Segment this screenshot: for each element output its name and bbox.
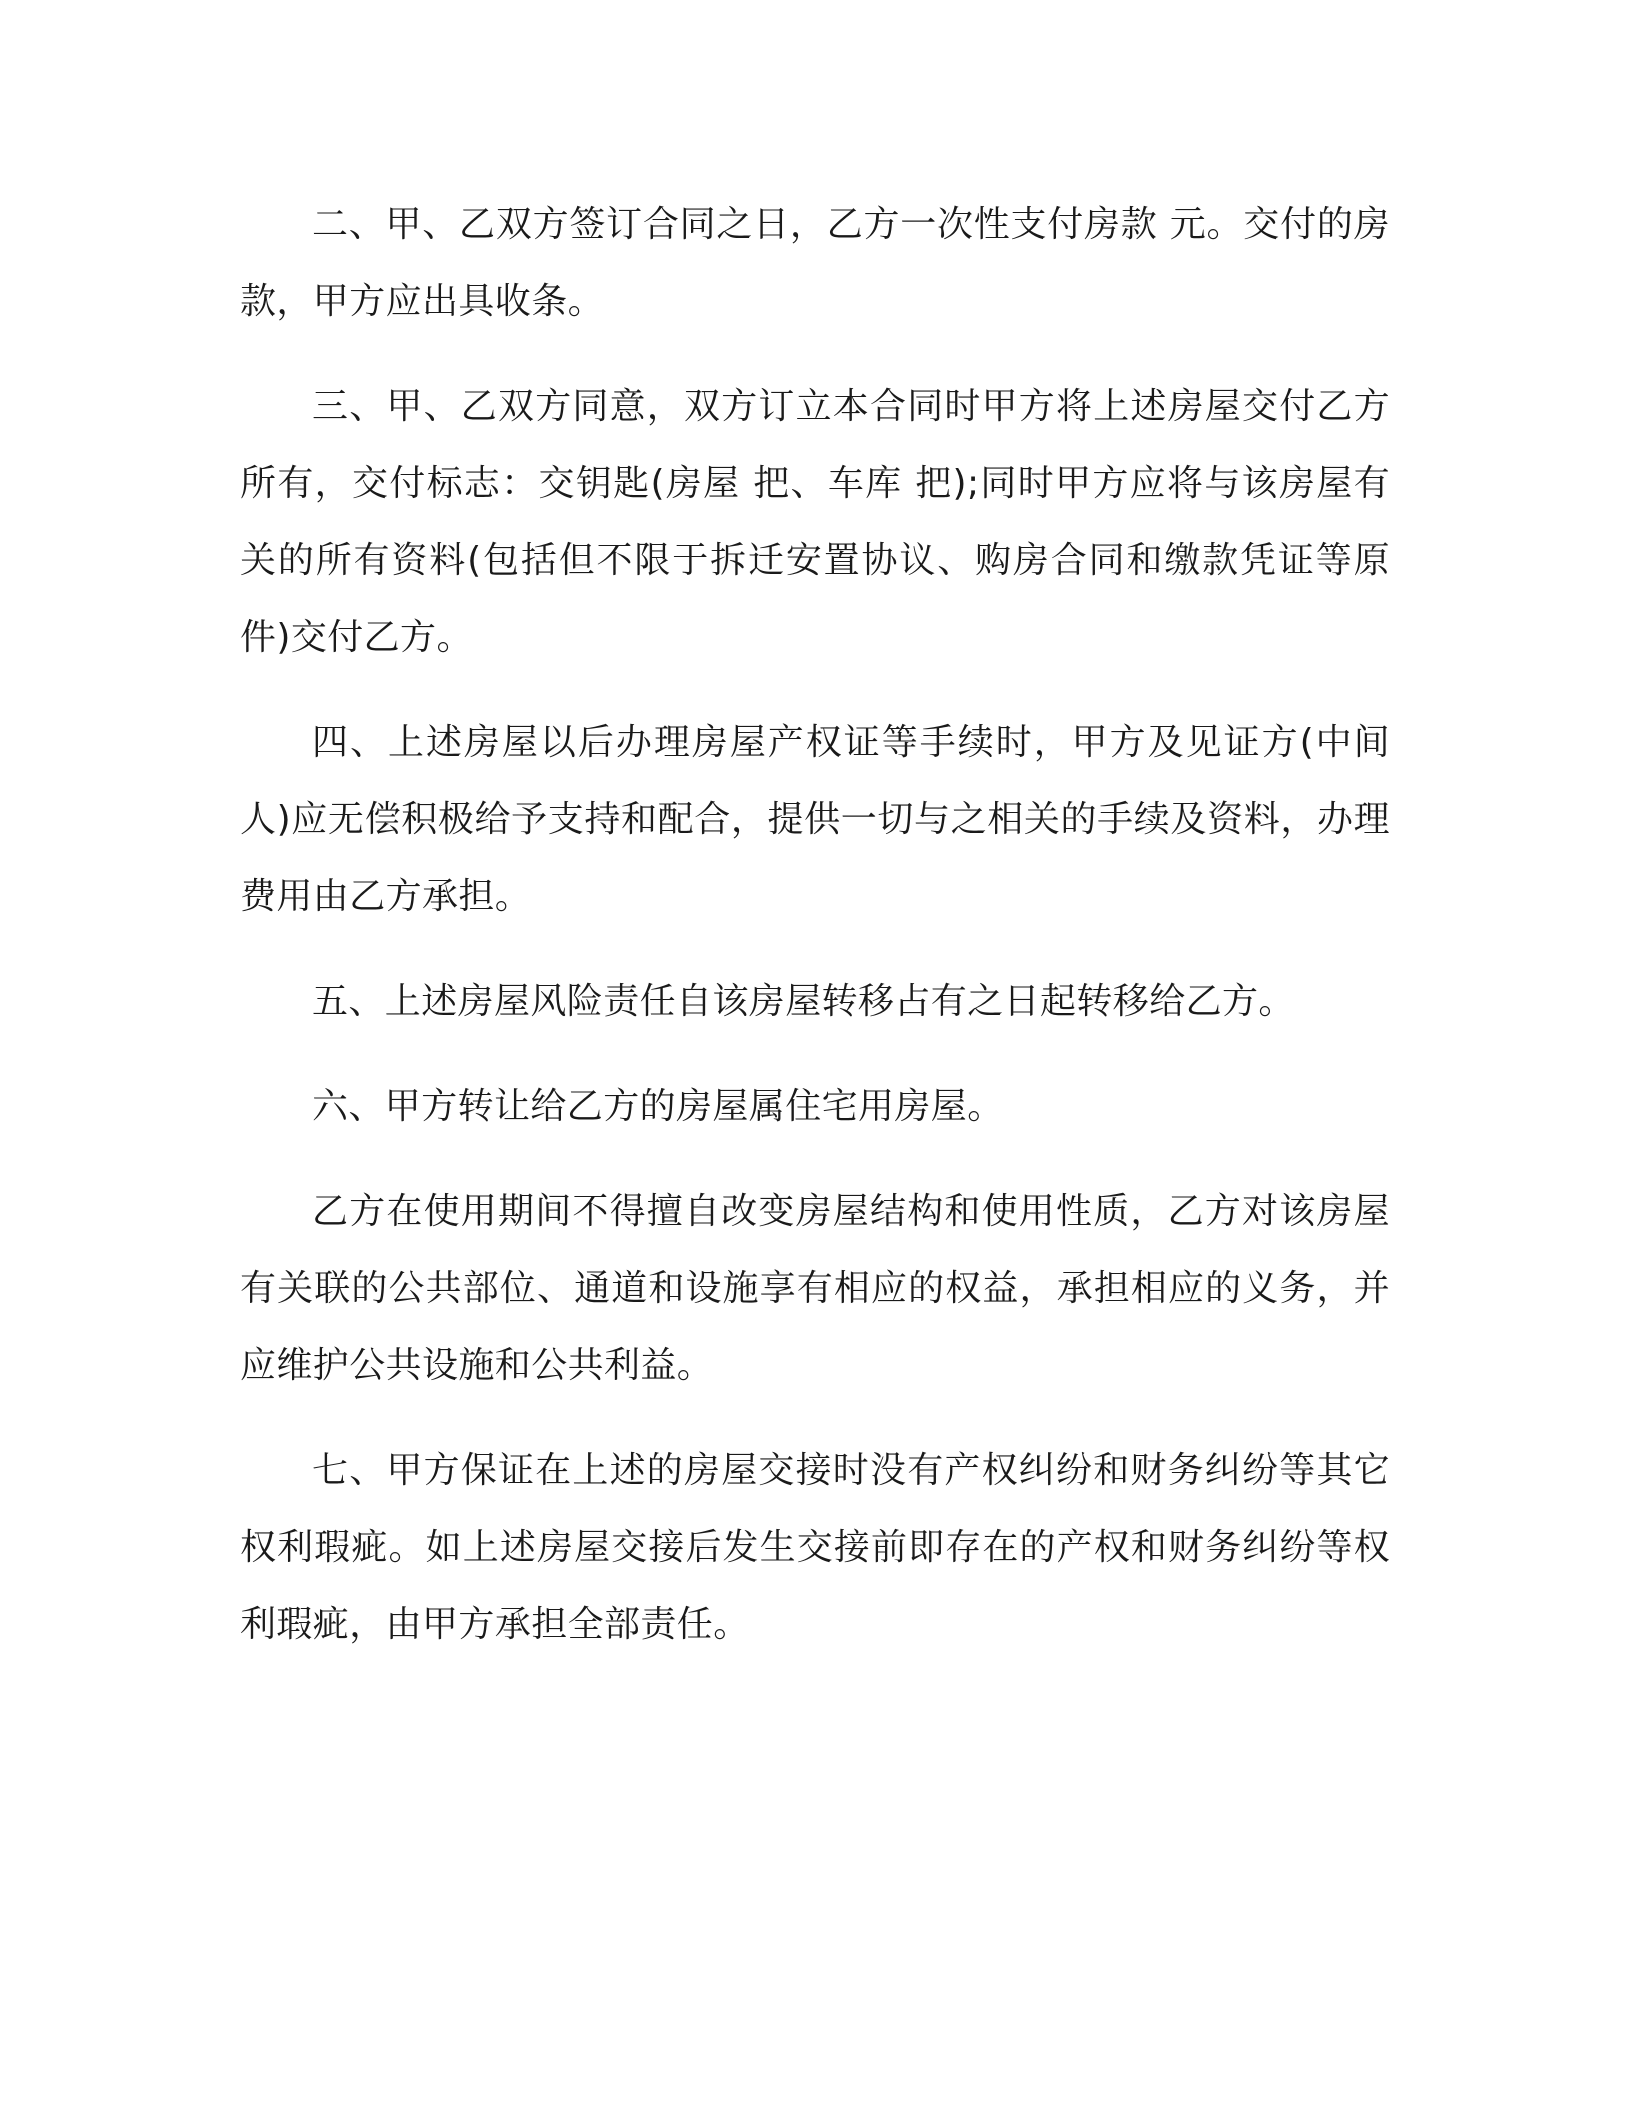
clause-6: 六、甲方转让给乙方的房屋属住宅用房屋。 bbox=[312, 1086, 1004, 1127]
clause-3: 三、甲、乙双方同意，双方订立本合同时甲方将上述房屋交付乙方所有，交付标志：交钥匙(房屋 把、车库 把);同时甲方应将与该房屋有关的所有资料(包括但不限于拆迁安置协议、购房合同和缴款凭证等原件)交付乙方。 bbox=[240, 386, 1390, 658]
clause-4: 四、上述房屋以后办理房屋产权证等手续时，甲方及见证方(中间人)应无偿积极给予支持和配合，提供一切与之相关的手续及资料，办理费用由乙方承担。 bbox=[240, 722, 1390, 917]
clause-2: 二、甲、乙双方签订合同之日，乙方一次性支付房款 元。交付的房款，甲方应出具收条。 bbox=[240, 204, 1390, 322]
clause-6-detail: 乙方在使用期间不得擅自改变房屋结构和使用性质，乙方对该房屋有关联的公共部位、通道和设施享有相应的权益，承担相应的义务，并应维护公共设施和公共利益。 bbox=[240, 1191, 1390, 1386]
document-page bbox=[240, 186, 1390, 1691]
clause-7: 七、甲方保证在上述的房屋交接时没有产权纠纷和财务纠纷等其它权利瑕疵。如上述房屋交接后发生交接前即存在的产权和财务纠纷等权利瑕疵，由甲方承担全部责任。 bbox=[240, 1450, 1390, 1645]
clause-5: 五、上述房屋风险责任自该房屋转移占有之日起转移给乙方。 bbox=[312, 981, 1295, 1022]
